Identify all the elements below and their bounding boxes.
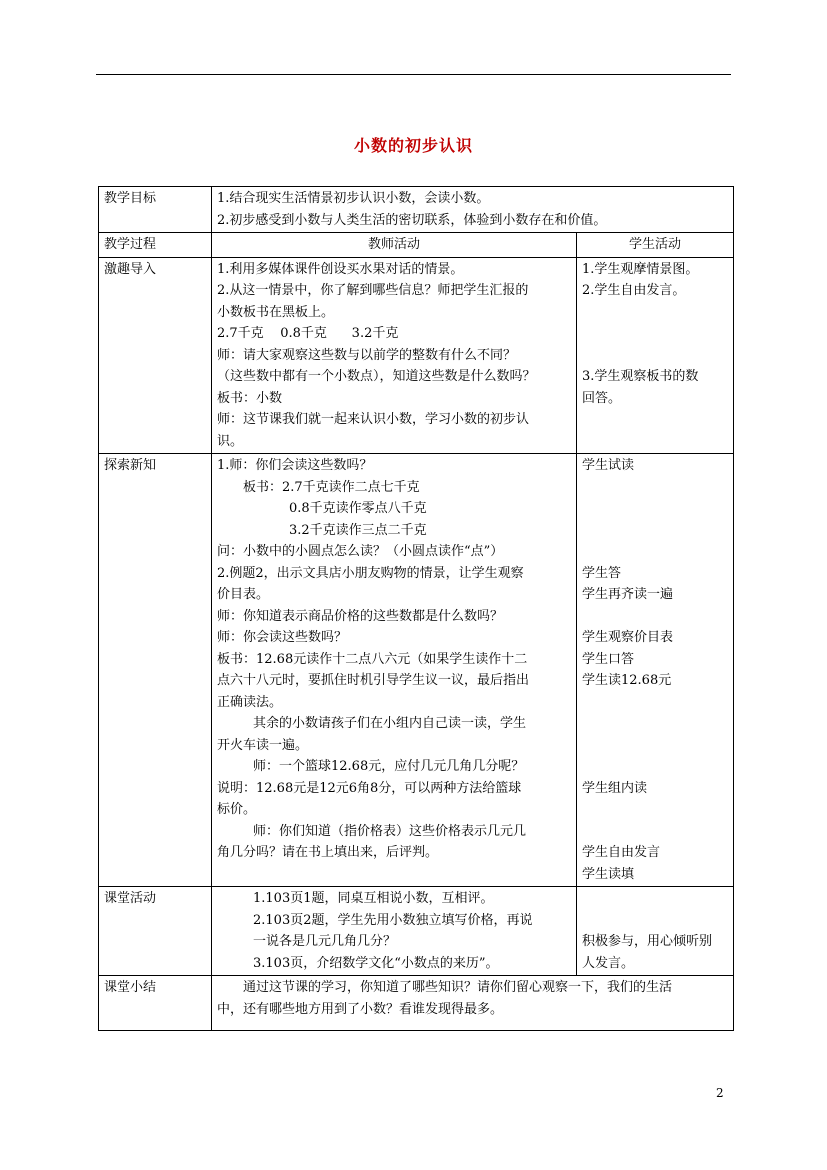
- section-activity-label: 课堂活动: [99, 887, 212, 976]
- section-intro-label: 激趣导入: [99, 257, 212, 454]
- teacher-line: 小数板书在黑板上。: [217, 304, 335, 320]
- section-intro-teacher: [212, 257, 577, 454]
- objectives-content: [212, 187, 734, 233]
- student-line: 学生自由发言: [582, 845, 661, 860]
- student-line: 学生读填: [582, 866, 635, 882]
- student-line: 学生口答: [582, 651, 635, 667]
- teacher-line: 板书：2.7千克读作二点七千克: [243, 479, 420, 495]
- student-line: 学生观察价目表: [582, 630, 674, 645]
- student-header: 学生活动: [577, 233, 734, 258]
- student-line: 学生试读: [582, 458, 635, 473]
- summary-line: 通过这节课的学习，你知道了哪些知识？请你们留心观察一下，我们的生活: [243, 980, 673, 995]
- teacher-line: 师：请大家观察这些数与以前学的整数有什么不同？: [217, 347, 517, 363]
- teacher-line: 3.2千克读作三点二千克: [289, 522, 427, 538]
- page-number: 2: [716, 1086, 724, 1100]
- student-line: 学生读12.68元: [582, 673, 672, 688]
- teacher-line: 0.8千克读作零点八千克: [289, 501, 427, 516]
- objectives-row: [99, 187, 734, 233]
- student-line: 1.学生观摩情景图。: [582, 261, 699, 277]
- teacher-line: 板书：小数: [217, 390, 283, 406]
- teacher-line: 2.103页2题，学生先用小数独立填写价格，再说: [253, 912, 533, 928]
- teacher-line: 1.师：你们会读这些数吗？: [217, 458, 373, 473]
- teacher-line: 1.利用多媒体课件创设买水果对话的情景。: [217, 261, 464, 277]
- student-line: 3.学生观察板书的数: [582, 369, 699, 384]
- teacher-line: 正确读法。: [217, 694, 283, 710]
- header-rule: [96, 74, 731, 75]
- teacher-line: 板书：12.68元读作十二点八六元（如果学生读作十二: [217, 651, 528, 667]
- teacher-line: 师：你们知道（指价格表）这些价格表示几元几: [253, 823, 527, 839]
- student-line: 学生答: [582, 565, 622, 581]
- section-explore-teacher: [212, 454, 577, 887]
- section-summary-label: 课堂小结: [99, 976, 212, 1031]
- section-activity-teacher: [212, 887, 577, 976]
- lesson-plan-table: [98, 186, 734, 1031]
- student-line: 2.学生自由发言。: [582, 283, 686, 298]
- teacher-line: 说明：12.68元是12元6角8分，可以两种方法给篮球: [217, 780, 522, 796]
- section-intro-row: [99, 257, 734, 454]
- section-summary-content: [212, 976, 734, 1031]
- teacher-line: 点六十八元时，要抓住时机引导学生议一议，最后指出: [217, 673, 530, 688]
- teacher-line: 2.从这一情景中，你了解到哪些信息？师把学生汇报的: [217, 283, 529, 298]
- teacher-line: 价目表。: [217, 587, 270, 602]
- teacher-line: 师：这节课我们就一起来认识小数，学习小数的初步认: [217, 412, 530, 427]
- teacher-line: 2.7千克 0.8千克 3.2千克: [217, 326, 399, 341]
- teacher-line: 2.例题2，出示文具店小朋友购物的情景，让学生观察: [217, 565, 524, 581]
- objectives-label: 教学目标: [99, 187, 212, 233]
- student-line: 学生组内读: [582, 780, 648, 796]
- section-activity-row: [99, 887, 734, 976]
- teacher-line: 一说各是几元几角几分？: [253, 934, 397, 949]
- section-activity-student: [577, 887, 734, 976]
- student-line: 人发言。: [582, 955, 635, 971]
- teacher-header: 教师活动: [212, 233, 577, 258]
- student-line: 积极参与，用心倾听别: [582, 934, 713, 949]
- teacher-line: 师：你会读这些数吗？: [217, 630, 348, 645]
- teacher-line: 识。: [217, 433, 244, 449]
- section-intro-student: [577, 257, 734, 454]
- teacher-line: 问：小数中的小圆点怎么读？（小圆点读作“点”）: [217, 544, 504, 559]
- student-line: 学生再齐读一遍: [582, 587, 674, 602]
- teacher-line: 标价。: [217, 802, 257, 817]
- summary-line: 中，还有哪些地方用到了小数？看谁发现得最多。: [217, 1001, 504, 1017]
- section-explore-row: [99, 454, 734, 887]
- teacher-line: 师：你知道表示商品价格的这些数都是什么数吗？: [217, 608, 504, 624]
- objective-line: 2.初步感受到小数与人类生活的密切联系，体验到小数存在和价值。: [217, 212, 607, 228]
- teacher-line: 其余的小数请孩子们在小组内自己读一读，学生: [253, 716, 527, 731]
- objective-line: 1.结合现实生活情景初步认识小数，会读小数。: [217, 191, 490, 206]
- section-explore-label: 探索新知: [99, 454, 212, 887]
- teacher-line: 角几分吗？请在书上填出来，后评判。: [217, 845, 439, 860]
- header-row: [99, 233, 734, 258]
- teacher-line: 3.103页，介绍数学文化“小数点的来历”。: [253, 955, 499, 971]
- teacher-line: 1.103页1题，同桌互相说小数，互相评。: [253, 891, 494, 906]
- student-line: 回答。: [582, 390, 622, 406]
- teacher-line: （这些数中都有一个小数点），知道这些数是什么数吗？: [217, 369, 536, 384]
- document-title: 小数的初步认识: [353, 136, 473, 155]
- process-header: 教学过程: [99, 233, 212, 258]
- teacher-line: 开火车读一遍。: [217, 737, 309, 753]
- section-explore-student: [577, 454, 734, 887]
- section-summary-row: [99, 976, 734, 1031]
- teacher-line: 师：一个篮球12.68元，应付几元几角几分呢？: [253, 759, 525, 774]
